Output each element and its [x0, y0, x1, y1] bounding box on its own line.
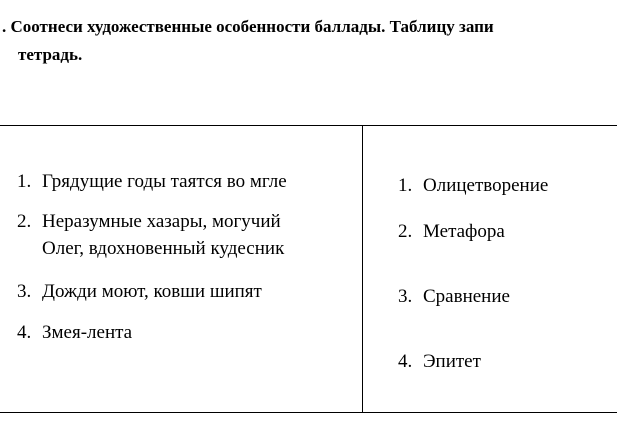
left-item-number: 3.	[17, 281, 32, 302]
right-item-text: Сравнение	[423, 286, 510, 307]
right-item-text: Олицетворение	[423, 175, 549, 196]
left-item-text-continuation: Олег, вдохновенный кудесник	[42, 238, 285, 259]
right-item-number: 4.	[398, 351, 413, 372]
right-item-text: Эпитет	[423, 351, 481, 372]
left-item-number: 1.	[17, 171, 32, 192]
left-item-text: Грядущие годы таятся во мгле	[42, 171, 287, 192]
left-item-number: 2.	[17, 211, 32, 232]
right-item-number: 3.	[398, 286, 413, 307]
left-item-text: Дожди моют, ковши шипят	[42, 281, 262, 302]
left-item-number: 4.	[17, 322, 32, 343]
column-divider	[362, 126, 363, 412]
right-item-text: Метафора	[423, 221, 505, 242]
task-heading-line-1: . Соотнеси художественные особенности баллады. Таблицу запи	[2, 17, 494, 36]
left-item-text: Неразумные хазары, могучий	[42, 211, 281, 232]
task-heading-line-2: тетрадь.	[18, 45, 83, 64]
right-item-number: 1.	[398, 175, 413, 196]
matching-table	[0, 125, 617, 413]
right-item-number: 2.	[398, 221, 413, 242]
left-item-text: Змея-лента	[42, 322, 133, 343]
